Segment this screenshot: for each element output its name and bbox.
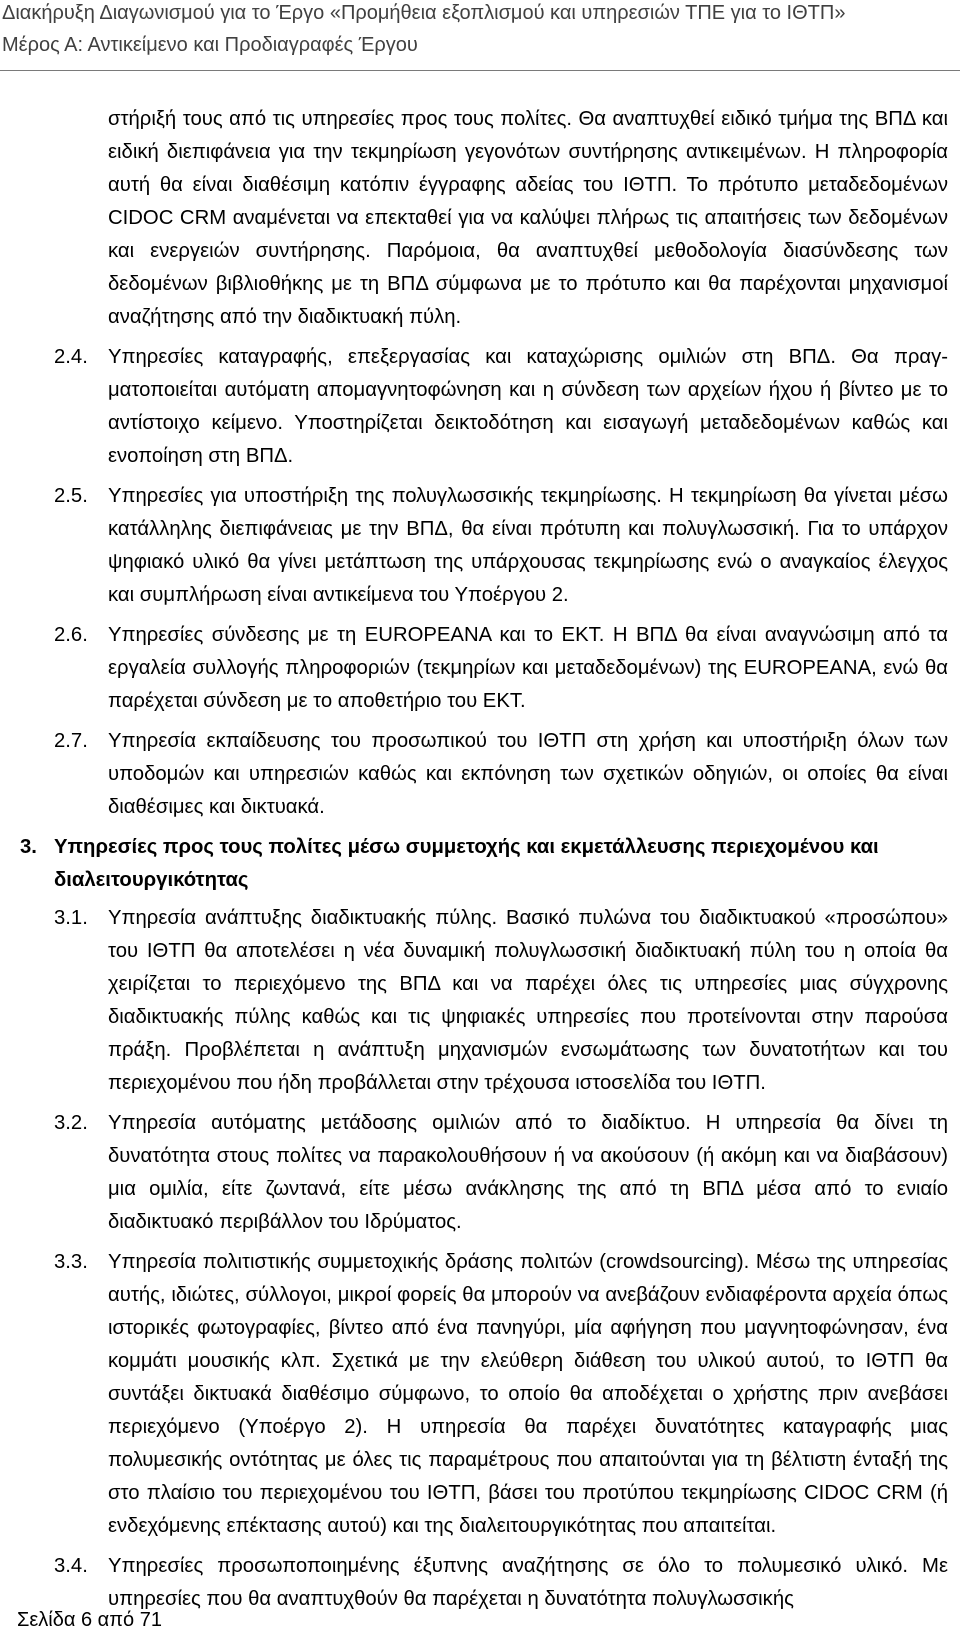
item-number: 2.5. (54, 485, 88, 507)
section-heading (0, 831, 948, 897)
item-text: Υπηρεσία ανάπτυξης διαδικτυακής πύλης. Βασικό πυλώνα του διαδικτυακού «προσώπου» του ΙΘΤΠ θα αποτελέσει η νέα δυναμική πολυγλωσσική διαδικτυακή πύλη του η οποία θα χειρίζεται το περιεχόμενο της ΒΠΔ και να παρέχει όλες τις υπηρεσίες μιας σύγχρονης διαδικτυακής πύλης καθώς και τις ψηφιακές υπηρεσίες που προτείνονται στην παρούσα πράξη. Προβλέπεται η ανάπτυξη μηχανισμών ενσωμάτωσης των δυνατοτήτων και του περιεχομένου που ήδη προβάλλεται στην τρέχουσα ιστοσελίδα του ΙΘΤΠ. (108, 907, 948, 1094)
item-text: Υπηρεσίες σύνδεσης με τη EUROPEANA και το ΕΚΤ. Η ΒΠΔ θα είναι αναγνώσιμη από τα εργαλεία συλλογής πληροφοριών (τεκμηρίων και μεταδεδομένων) της EUROPEANA, ενώ θα παρέχεται σύνδεση με το αποθετήριο του ΕΚΤ. (108, 624, 948, 712)
section-number: 3. (20, 836, 37, 858)
list-item (0, 902, 948, 1100)
item-number: 3.3. (54, 1251, 88, 1273)
item-text: Υπηρεσίες προσωποποιημένης έξυπνης αναζήτησης σε όλο το πολυμεσικό υλικό. Με υπηρεσίες που θα αναπτυχθούν θα παρέχεται η δυνατότητα πολυγλωσσικής (108, 1555, 948, 1610)
list-item (0, 1550, 948, 1616)
list-item (0, 341, 948, 473)
list-item (0, 480, 948, 612)
list-item (0, 725, 948, 824)
item-text: Υπηρεσίες για υποστήριξη της πολυγλωσσικής τεκμηρίωσης. Η τεκμηρίωση θα γίνεται μέσω κατάλληλης διεπιφάνειας με την ΒΠΔ, θα είναι πρότυπη και πολυγλωσσική. Για το υπάρχον ψηφιακό υλικό θα γίνει μετάπτωση της υπάρχουσας τεκμηρίωσης ενώ ο αναγκαίος έλεγχος και συμπλήρωση είναι αντικείμενα του Υποέργου 2. (108, 485, 948, 606)
item-text: Υπηρεσία εκπαίδευσης του προσωπικού του ΙΘΤΠ στη χρήση και υποστήριξη όλων των υποδομών και υπηρεσιών καθώς και εκπόνηση των σχετικών οδηγιών, οι οποίες θα είναι διαθέσιμες και δικτυακά. (108, 730, 948, 818)
item-text: Υπηρεσία αυτόματης μετάδοσης ομιλιών από το διαδίκτυο. Η υπηρεσία θα δίνει τη δυνατότητα στους πολίτες να παρακολουθήσουν ή να ακούσουν (ή ακόμη και να διαβάσουν) μια ομιλία, είτε ζωντανά, είτε μέσω ανάκλησης της από τη ΒΠΔ μέσα από το ενιαίο διαδικτυακό περιβάλλον του Ιδρύματος. (108, 1112, 948, 1233)
document-part: Μέρος Α: Αντικείμενο και Προδιαγραφές Έργου (2, 34, 418, 56)
intro-paragraph: στήριξή τους από τις υπηρεσίες προς τους πολίτες. Θα αναπτυχθεί ειδικό τμήμα της ΒΠΔ και ειδική διεπιφάνεια για την τεκμηρίωση γεγονότων συντήρησης αντικειμένων. Η πληροφορία αυτή θα είναι διαθέσιμη κατόπιν έγγραφης αδείας του ΙΘΤΠ. Το πρότυπο μεταδεδομένων CIDOC CRM αναμένεται να επεκταθεί για να καλύψει πλήρως τις απαιτήσεις των δεδομένων και ενεργειών συντήρησης. Παρόμοια, θα αναπτυχθεί μεθοδολογία διασύνδεσης των δεδομένων βιβλιοθήκης με τη ΒΠΔ σύμφωνα με το πρότυπο και θα παρέχονται μηχανισμοί αναζήτησης από την διαδικτυακή πύλη. (108, 108, 948, 328)
item-number: 2.4. (54, 346, 88, 368)
list-item (0, 619, 948, 718)
list-item (0, 1107, 948, 1239)
list-item (0, 1246, 948, 1543)
item-number: 3.2. (54, 1112, 88, 1134)
page-header (0, 0, 960, 71)
item-text: Υπηρεσία πολιτιστικής συμμετοχικής δράσης πολιτών (crowdsourcing). Μέσω της υπηρεσίας αυτής, ιδιώτες, σύλλογοι, μικροί φορείς θα μπορούν να ανεβάζουν ενδιαφέροντα αρχεία όπως ιστορικές φωτογραφίες, βίντεο από ένα πανηγύρι, μία αφήγηση που μαγνητοφώνησαν, ένα κομμάτι μουσικής κλπ. Σχετικά με την ελεύθερη διάθεση του υλικού αυτού, το ΙΘΤΠ θα συντάξει δικτυακά διαθέσιμο σύμφωνο, το οποίο θα αποδέχεται ο χρήστης πριν ανεβάσει περιεχόμενο (Υποέργο 2). Η υπηρεσία θα παρέχει δυνατότητες καταγραφής μιας πολυμεσικής οντότητας με όλες τις παραμέτρους που απαιτούνται για τη βέλτιστη ένταξή της στο πλαίσιο του περιεχομένου του ΙΘΤΠ, βάσει του προτύπου τεκμηρίωσης CIDOC CRM (ή ενδεχόμενης επέκτασης αυτού) και της διαλειτουργικότητας που απαιτείται. (108, 1251, 948, 1537)
item-number: 2.6. (54, 624, 88, 646)
item-number: 2.7. (54, 730, 88, 752)
item-text: Υπηρεσίες καταγραφής, επεξεργασίας και καταχώρισης ομιλιών στη ΒΠΔ. Θα πραγματοποιείται αυτόματη απομαγνητοφώνηση και η σύνδεση των αρχείων ήχου ή βίντεο με το αντίστοιχο κείμενο. Υποστηρίζεται δεικτοδότηση και εισαγωγή μεταδεδομένων καθώς και ενοποίηση στη ΒΠΔ. (108, 346, 948, 467)
document-title: Διακήρυξη Διαγωνισμού για το Έργο «Προμήθεια εξοπλισμού και υπηρεσιών ΤΠΕ για το ΙΘΤΠ» (2, 2, 846, 24)
item-number: 3.4. (54, 1555, 88, 1577)
item-number: 3.1. (54, 907, 88, 929)
section-title: Υπηρεσίες προς τους πολίτες μέσω συμμετοχής και εκμετάλλευσης περιεχομένου και διαλειτουργικότητας (54, 836, 879, 891)
page-body (0, 103, 960, 1623)
page-number: Σελίδα 6 από 71 (17, 1609, 162, 1631)
